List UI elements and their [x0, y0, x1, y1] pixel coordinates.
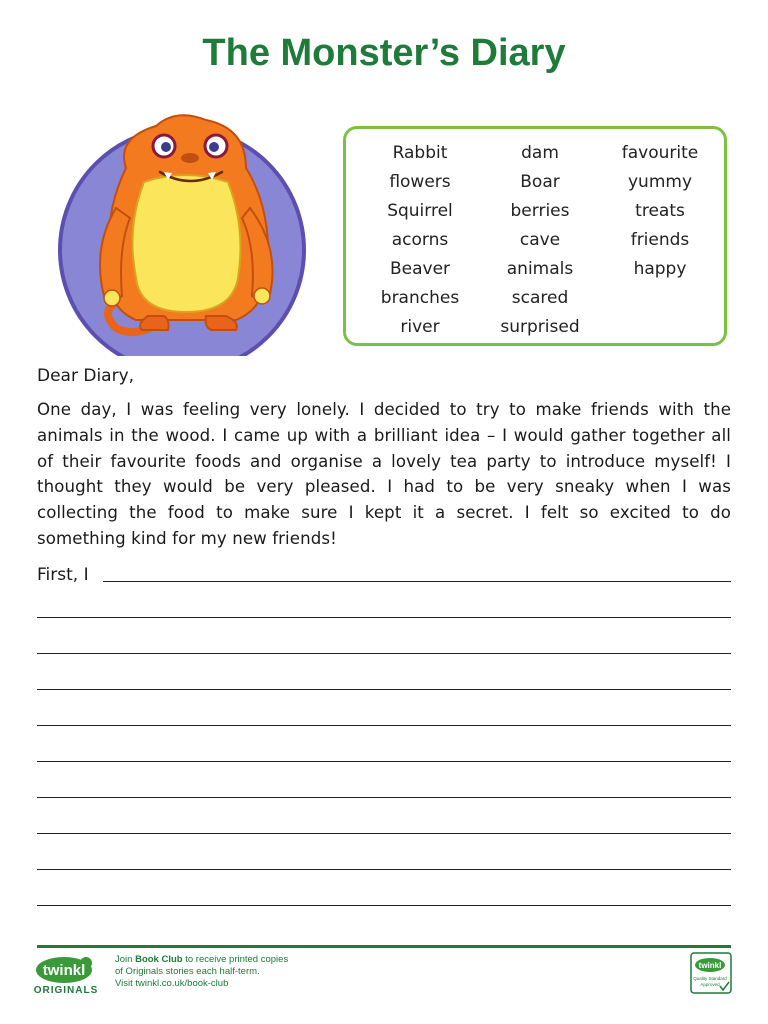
- badge-line-2: Approved: [700, 982, 720, 987]
- word-bank-column-3: [600, 139, 720, 284]
- diary-story-text: One day, I was feeling very lonely. I decided to try to make friends with the animals in the wood. I came up with a brilliant idea – I would gather together all of their favourite foods and organise a lovely tea party to introduce myself! I thought they would be very pleased. I had to be very sneaky when I was collecting the food to make sure I kept it a secret. I felt so excited to do something kind for my new friends!: [37, 400, 731, 548]
- logo-subtitle: ORIGINALS: [34, 985, 99, 996]
- writing-line[interactable]: [37, 905, 731, 906]
- footer-line-2: of Originals stories each half-term.: [115, 966, 260, 977]
- monster-icon: [56, 98, 308, 356]
- word-bank-column-2: [480, 139, 600, 342]
- diary-greeting: Dear Diary,: [37, 366, 135, 386]
- footer-line-1: Join Book Club to receive printed copies: [115, 954, 289, 965]
- writing-line[interactable]: [37, 725, 731, 726]
- writing-line[interactable]: [37, 797, 731, 798]
- word-bank-word: surprised: [500, 317, 580, 337]
- word-bank-word: scared: [511, 288, 569, 308]
- monster-illustration: [56, 98, 308, 356]
- word-bank-word: Beaver: [389, 259, 451, 279]
- word-bank-column-1: [360, 139, 480, 342]
- word-bank-word: dam: [521, 143, 559, 163]
- word-bank: [343, 126, 727, 346]
- footer-divider: [37, 945, 731, 948]
- word-bank-word: cave: [519, 230, 561, 250]
- word-bank-word: friends: [630, 230, 690, 250]
- word-bank-word: Rabbit: [392, 143, 448, 163]
- book-club-info: [115, 954, 288, 990]
- book-club-link[interactable]: Book Club: [135, 954, 183, 965]
- twinkl-originals-logo: [34, 955, 100, 997]
- word-bank-word: yummy: [627, 172, 692, 192]
- writing-line[interactable]: [37, 761, 731, 762]
- word-bank-word: flowers: [389, 172, 451, 192]
- word-bank-word: treats: [635, 201, 685, 221]
- writing-line[interactable]: [37, 869, 731, 870]
- word-bank-word: branches: [380, 288, 460, 308]
- word-bank-word: animals: [506, 259, 574, 279]
- quality-standard-badge-icon: [690, 952, 732, 994]
- word-bank-word: favourite: [621, 143, 699, 163]
- word-bank-word: berries: [510, 201, 570, 221]
- logo-word: twinkl: [42, 962, 86, 979]
- word-bank-word: river: [400, 317, 440, 337]
- badge-word: twinkl: [698, 961, 722, 970]
- word-bank-word: Squirrel: [387, 201, 453, 221]
- badge-line-1: Quality Standard: [693, 976, 727, 981]
- word-bank-word: happy: [633, 259, 687, 279]
- footer-url[interactable]: Visit twinkl.co.uk/book-club: [115, 978, 229, 989]
- writing-line[interactable]: [37, 653, 731, 654]
- writing-line[interactable]: [37, 689, 731, 690]
- word-bank-word: acorns: [391, 230, 449, 250]
- page-title: The Monster’s Diary: [202, 32, 566, 74]
- writing-line[interactable]: [37, 833, 731, 834]
- writing-line[interactable]: [37, 617, 731, 618]
- writing-prompt: First, I: [37, 565, 89, 585]
- word-bank-word: Boar: [520, 172, 560, 192]
- writing-line[interactable]: [103, 581, 731, 582]
